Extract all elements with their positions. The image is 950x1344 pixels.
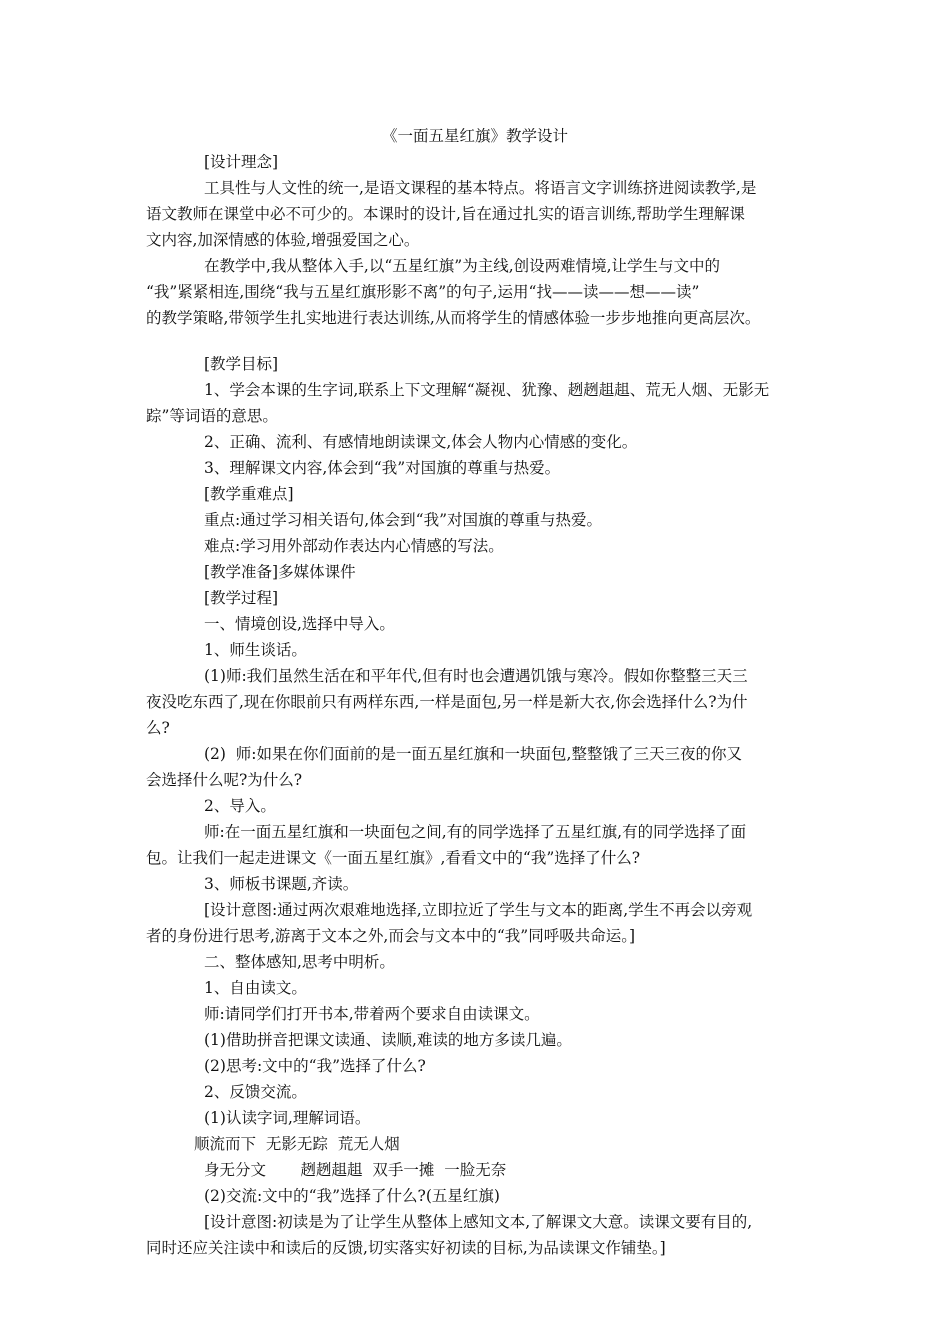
paragraph-line: [设计意图:初读是为了让学生从整体上感知文本,了解课文大意。读课文要有目的, [204,1213,753,1231]
paragraph-line: (2)交流:文中的“我”选择了什么?(五星红旗) [204,1187,500,1205]
paragraph-line: [设计意图:通过两次艰难地选择,立即拉近了学生与文本的距离,学生不再会以旁观 [204,901,753,919]
paragraph-line: 3、师板书课题,齐读。 [204,875,359,893]
paragraph-line: 1、学会本课的生字词,联系上下文理解“凝视、犹豫、趔趔趄趄、荒无人烟、无影无 [204,381,770,399]
word-list-line: 顺流而下 无影无踪 荒无人烟 [194,1135,400,1153]
paragraph-line: 文内容,加深情感的体验,增强爱国之心。 [146,231,420,249]
paragraph-line: 夜没吃东西了,现在你眼前只有两样东西,一样是面包,另一样是新大衣,你会选择什么?为什 [146,693,748,711]
section-heading: [教学重难点] [204,485,294,503]
section-heading: [设计理念] [204,153,279,171]
paragraph-line: (1)认读字词,理解词语。 [204,1109,371,1127]
paragraph-line: 1、师生谈话。 [204,641,307,659]
paragraph-line: 二、整体感知,思考中明析。 [204,953,395,971]
paragraph-line: 语文教师在课堂中必不可少的。本课时的设计,旨在通过扎实的语言训练,帮助学生理解课 [146,205,745,223]
paragraph-line: 踪”等词语的意思。 [146,407,278,425]
paragraph-line: 的教学策略,带领学生扎实地进行表达训练,从而将学生的情感体验一步步地推向更高层次。 [146,309,761,327]
paragraph-line: 3、理解课文内容,体会到“我”对国旗的尊重与热爱。 [204,459,561,477]
section-heading: [教学过程] [204,589,279,607]
paragraph-line: 难点:学习用外部动作表达内心情感的写法。 [204,537,504,555]
paragraph-line: 在教学中,我从整体入手,以“五星红旗”为主线,创设两难情境,让学生与文中的 [204,257,721,275]
paragraph-line: 工具性与人文性的统一,是语文课程的基本特点。将语言文字训练挤进阅读教学,是 [204,179,757,197]
paragraph-line: 师:在一面五星红旗和一块面包之间,有的同学选择了五星红旗,有的同学选择了面 [204,823,747,841]
section-heading: [教学准备]多媒体课件 [204,563,356,581]
paragraph-line: 一、情境创设,选择中导入。 [204,615,395,633]
paragraph-line: 2、正确、流利、有感情地朗读课文,体会人物内心情感的变化。 [204,433,638,451]
paragraph-line: 1、自由读文。 [204,979,307,997]
paragraph-line: (1)师:我们虽然生活在和平年代,但有时也会遭遇饥饿与寒冷。假如你整整三天三 [204,667,748,685]
paragraph-line: 者的身份进行思考,游离于文本之外,而会与文本中的“我”同呼吸共命运。] [146,927,636,945]
paragraph-line: 么? [146,719,170,737]
paragraph-line: 师:请同学们打开书本,带着两个要求自由读课文。 [204,1005,540,1023]
paragraph-line: 重点:通过学习相关语句,体会到“我”对国旗的尊重与热爱。 [204,511,602,529]
paragraph-line: 2、导入。 [204,797,276,815]
paragraph-line: (2) 师:如果在你们面前的是一面五星红旗和一块面包,整整饿了三天三夜的你又 [204,745,742,763]
section-heading: [教学目标] [204,355,279,373]
word-list-line: 身无分文 趔趔趄趄 双手一摊 一脸无奈 [204,1161,507,1179]
paragraph-line: (1)借助拼音把课文读通、读顺,难读的地方多读几遍。 [204,1031,572,1049]
paragraph-line: 包。让我们一起走进课文《一面五星红旗》,看看文中的“我”选择了什么? [146,849,641,867]
paragraph-line: (2)思考:文中的“我”选择了什么? [204,1057,426,1075]
paragraph-line: 会选择什么呢?为什么? [146,771,303,789]
paragraph-line: 2、反馈交流。 [204,1083,307,1101]
paragraph-line: 同时还应关注读中和读后的反馈,切实落实好初读的目标,为品读课文作铺垫。] [146,1239,666,1257]
document-title: 《一面五星红旗》教学设计 [381,127,568,145]
paragraph-line: “我”紧紧相连,围绕“我与五星红旗形影不离”的句子,运用“找——读——想——读” [146,283,700,301]
